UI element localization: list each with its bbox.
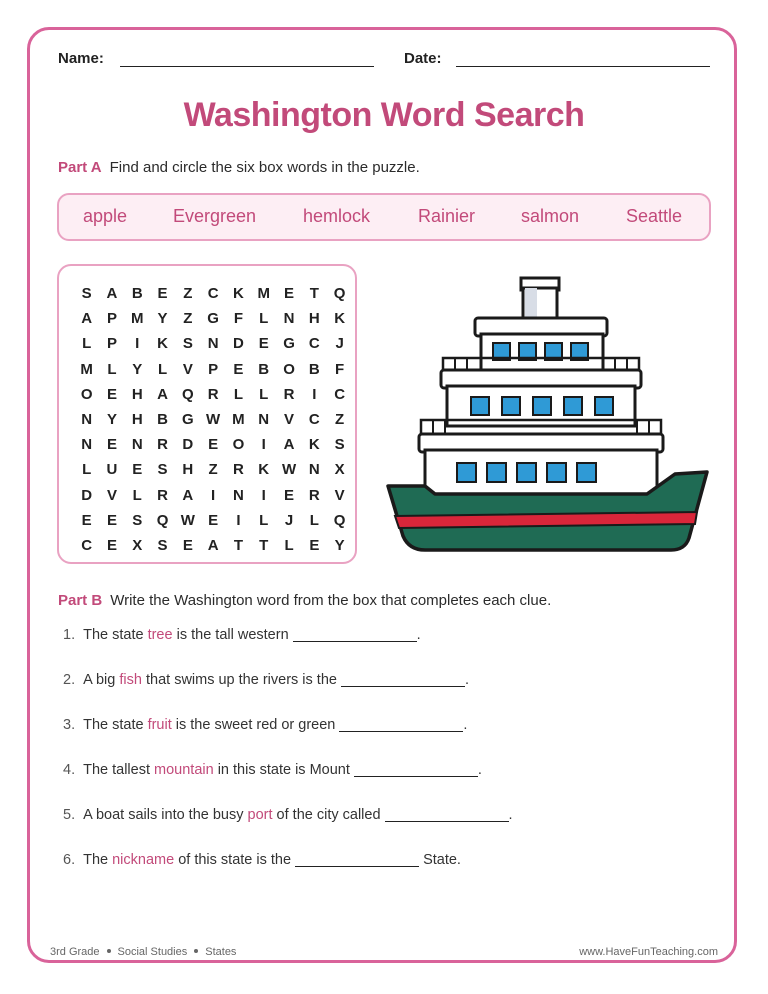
grid-letter[interactable]: E [208, 511, 219, 529]
grid-letter[interactable]: E [106, 536, 117, 554]
grid-letter[interactable]: M [257, 285, 270, 302]
grid-letter[interactable]: B [258, 360, 270, 378]
grid-letter[interactable]: O [80, 385, 93, 403]
grid-letter[interactable]: E [284, 486, 295, 504]
grid-letter[interactable]: X [132, 536, 143, 554]
grid-letter[interactable]: C [334, 385, 346, 403]
grid-letter[interactable]: Q [333, 285, 346, 302]
grid-letter[interactable]: C [308, 410, 320, 428]
page-title: Washington Word Search [183, 96, 585, 134]
grid-letter[interactable]: E [233, 360, 244, 378]
grid-letter[interactable]: H [131, 385, 143, 403]
clue-text-end: . [477, 762, 482, 778]
clue-number: 6. [63, 852, 76, 868]
clue-item [63, 627, 421, 643]
clue-number: 3. [63, 717, 76, 733]
grid-letter[interactable]: L [309, 511, 319, 529]
footer-site: www.HaveFunTeaching.com [579, 946, 718, 958]
part-a-heading [58, 159, 420, 176]
clue-text-after: is the tall western [172, 627, 289, 643]
ship-window [517, 463, 536, 482]
grid-letter[interactable]: X [334, 461, 345, 479]
answer-blank[interactable] [293, 627, 417, 642]
ship-window [457, 463, 476, 482]
grid-letter[interactable]: B [157, 410, 168, 428]
grid-letter[interactable]: E [284, 285, 295, 302]
clue-keyword: fish [119, 672, 142, 688]
grid-letter[interactable]: L [259, 385, 269, 403]
answer-blank[interactable] [341, 672, 465, 687]
ship-window [471, 397, 489, 415]
grid-letter[interactable]: T [259, 536, 269, 554]
footer-grade: 3rd Grade [50, 946, 100, 958]
footer-subject: Social Studies [117, 946, 188, 958]
grid-letter[interactable]: Z [183, 310, 193, 328]
grid-letter[interactable]: N [81, 436, 93, 454]
grid-letter[interactable]: C [207, 285, 219, 302]
grid-letter[interactable]: H [308, 310, 320, 328]
grid-letter[interactable]: A [283, 436, 295, 454]
grid-letter[interactable]: A [207, 536, 219, 554]
grid-letter[interactable]: G [182, 410, 194, 428]
grid-letter[interactable]: L [233, 385, 244, 403]
grid-letter[interactable]: M [80, 360, 93, 378]
grid-letter[interactable]: Y [157, 310, 168, 328]
grid-letter[interactable]: V [334, 486, 345, 504]
grid-letter[interactable]: P [106, 335, 117, 353]
grid-letter[interactable]: V [284, 410, 295, 428]
grid-letter[interactable]: Z [183, 285, 193, 302]
clue-text-end: . [508, 807, 513, 823]
grid-letter[interactable]: N [308, 461, 320, 479]
grid-letter[interactable]: Z [335, 410, 345, 428]
clue-item [63, 762, 482, 778]
grid-letter[interactable]: M [130, 310, 144, 328]
grid-letter[interactable]: O [283, 360, 295, 378]
grid-letter[interactable]: J [335, 335, 344, 353]
grid-letter[interactable]: E [208, 436, 219, 454]
grid-letter[interactable]: I [135, 335, 140, 353]
clue-keyword: mountain [154, 762, 214, 778]
clue-keyword: nickname [112, 852, 175, 868]
clue-text-after: in this state is Mount [213, 762, 350, 778]
clue-number: 1. [63, 627, 76, 643]
clue-text-end: State. [419, 852, 461, 868]
word-bank [57, 193, 711, 241]
clue-text-before: The tallest [83, 762, 155, 778]
ship-window [547, 463, 566, 482]
grid-letter[interactable]: Z [208, 461, 218, 479]
clue-text-after: of this state is the [174, 852, 292, 868]
clue-text-before: The [83, 852, 113, 868]
part-a-label: Part A [58, 159, 102, 176]
name-label: Name: [58, 50, 104, 67]
grid-letter[interactable]: F [233, 310, 244, 328]
ship-window [577, 463, 596, 482]
grid-letter[interactable]: N [258, 410, 270, 428]
grid-letter[interactable]: Y [132, 360, 143, 378]
footer-tags [50, 946, 236, 958]
grid-letter[interactable]: R [308, 486, 320, 504]
grid-letter[interactable]: F [335, 360, 345, 378]
grid-letter[interactable]: C [81, 536, 93, 554]
clue-text-after: is the sweet red or green [171, 717, 336, 733]
grid-row [74, 382, 352, 407]
clue-text-after: of the city called [272, 807, 381, 823]
grid-row [74, 281, 352, 306]
ship-window [502, 397, 520, 415]
grid-letter[interactable]: M [232, 410, 245, 428]
grid-letter[interactable]: Y [106, 410, 117, 428]
grid-letter[interactable]: N [283, 310, 295, 328]
grid-row [74, 483, 352, 508]
grid-letter[interactable]: V [106, 486, 117, 504]
clue-keyword: tree [147, 627, 173, 643]
answer-blank[interactable] [385, 807, 509, 822]
grid-letter[interactable]: Q [182, 385, 194, 403]
grid-letter[interactable]: N [131, 436, 143, 454]
grid-letter[interactable]: S [157, 536, 168, 554]
footer-topic: States [205, 946, 237, 958]
clue-number: 5. [63, 807, 76, 823]
grid-letter[interactable]: L [107, 360, 117, 378]
grid-row [74, 407, 352, 432]
grid-letter[interactable]: E [258, 335, 269, 353]
answer-blank[interactable] [339, 717, 463, 732]
clue-text-end: . [464, 672, 469, 688]
clue-text-before: A big [83, 672, 120, 688]
grid-letter[interactable]: L [82, 461, 92, 479]
grid-letter[interactable]: R [207, 385, 219, 403]
ship-window [533, 397, 551, 415]
grid-letter[interactable]: H [182, 461, 194, 479]
grid-letter[interactable]: S [132, 511, 143, 529]
grid-letter[interactable]: K [258, 461, 270, 479]
grid-letter[interactable]: K [308, 436, 320, 454]
grid-letter[interactable]: R [157, 486, 168, 504]
grid-letter[interactable]: A [157, 385, 168, 403]
grid-letter[interactable]: Q [333, 511, 346, 529]
grid-letter[interactable]: I [261, 436, 266, 454]
name-field[interactable] [120, 66, 374, 67]
grid-letter[interactable]: Y [334, 536, 345, 554]
part-b-label: Part B [58, 592, 103, 609]
word-bank-item: Evergreen [173, 206, 257, 226]
grid-letter[interactable]: W [180, 511, 195, 529]
grid-letter[interactable]: G [283, 335, 295, 353]
grid-letter[interactable]: E [106, 385, 117, 403]
grid-letter[interactable]: K [334, 310, 346, 328]
grid-letter[interactable]: K [233, 285, 244, 302]
grid-letter[interactable]: L [82, 335, 92, 353]
ship-window [487, 463, 506, 482]
grid-letter[interactable]: E [132, 461, 143, 479]
clue-number: 2. [63, 672, 76, 688]
clue-item [63, 717, 467, 733]
grid-letter[interactable]: I [211, 486, 216, 504]
grid-letter[interactable]: P [106, 310, 117, 328]
grid-row [74, 357, 352, 382]
clue-item [63, 807, 513, 823]
grid-letter[interactable]: T [233, 536, 244, 554]
grid-letter[interactable]: D [81, 486, 93, 504]
grid-letter[interactable]: U [106, 461, 118, 479]
part-b-heading [58, 592, 551, 609]
clue-text-end: . [463, 717, 468, 733]
grid-letter[interactable]: A [182, 486, 194, 504]
grid-letter[interactable]: L [284, 536, 294, 554]
grid-letter[interactable]: J [284, 511, 294, 529]
clue-item [63, 672, 469, 688]
grid-letter[interactable]: B [131, 285, 143, 302]
grid-letter[interactable]: I [261, 486, 266, 504]
grid-row [74, 533, 352, 558]
ship-window [564, 397, 582, 415]
grid-letter[interactable]: L [259, 310, 269, 328]
grid-letter[interactable]: P [208, 360, 219, 378]
ship-illustration [385, 276, 711, 556]
date-field[interactable] [456, 66, 710, 67]
grid-row [74, 432, 352, 457]
word-bank-item: Rainier [418, 206, 476, 226]
grid-letter[interactable]: R [283, 385, 295, 403]
word-search-puzzle [57, 264, 357, 564]
grid-letter[interactable]: S [182, 335, 193, 353]
grid-letter[interactable]: W [281, 461, 297, 479]
grid-letter[interactable]: I [312, 385, 317, 403]
ship-stack-shade [525, 288, 537, 318]
clue-keyword: fruit [147, 717, 172, 733]
clue-text-before: The state [83, 627, 148, 643]
grid-letter[interactable]: K [157, 335, 168, 353]
word-bank-item: Seattle [626, 206, 683, 226]
grid-letter[interactable]: A [81, 310, 93, 328]
grid-letter[interactable]: L [132, 486, 142, 504]
grid-letter[interactable]: E [182, 536, 193, 554]
grid-letter[interactable]: O [232, 436, 245, 454]
grid-letter[interactable]: I [236, 511, 241, 529]
grid-row [74, 508, 352, 533]
clue-text-end: . [416, 627, 421, 643]
grid-letter[interactable]: C [308, 335, 320, 353]
grid-letter[interactable]: A [106, 285, 118, 302]
part-a-instruction: Find and circle the six box words in the puzzle. [109, 159, 420, 176]
grid-letter[interactable]: S [157, 461, 168, 479]
answer-blank[interactable] [295, 852, 419, 867]
grid-letter[interactable]: E [106, 436, 117, 454]
letter-grid [74, 281, 352, 558]
grid-row [74, 306, 352, 331]
grid-letter[interactable]: E [309, 536, 320, 554]
word-bank-item: hemlock [303, 206, 371, 226]
grid-letter[interactable]: D [233, 335, 244, 353]
clue-text-before: The state [83, 717, 148, 733]
answer-blank[interactable] [354, 762, 478, 777]
grid-letter[interactable]: R [233, 461, 244, 479]
grid-letter[interactable]: S [81, 285, 92, 302]
grid-letter[interactable]: E [81, 511, 92, 529]
clue-item [63, 852, 461, 868]
grid-letter[interactable]: Q [156, 511, 169, 529]
clue-number: 4. [63, 762, 76, 778]
grid-row [74, 457, 352, 482]
grid-letter[interactable]: E [157, 285, 168, 302]
grid-letter[interactable]: R [157, 436, 168, 454]
grid-letter[interactable]: N [233, 486, 244, 504]
clue-keyword: port [247, 807, 273, 823]
word-bank-item: salmon [521, 206, 580, 226]
grid-letter[interactable]: N [81, 410, 93, 428]
ship-window [595, 397, 613, 415]
grid-letter[interactable]: G [207, 310, 219, 328]
grid-letter[interactable]: N [207, 335, 219, 353]
date-label: Date: [404, 50, 442, 67]
grid-letter[interactable]: S [334, 436, 345, 454]
clue-text-before: A boat sails into the busy [83, 807, 248, 823]
grid-letter[interactable]: L [157, 360, 168, 378]
grid-letter[interactable]: W [206, 410, 221, 428]
grid-letter[interactable]: H [131, 410, 143, 428]
grid-letter[interactable]: V [182, 360, 193, 378]
part-b-instruction: Write the Washington word from the box that completes each clue. [110, 592, 552, 609]
grid-letter[interactable]: L [259, 511, 269, 529]
grid-letter[interactable]: E [106, 511, 117, 529]
clue-text-after: that swims up the rivers is the [141, 672, 337, 688]
grid-letter[interactable]: T [309, 285, 319, 302]
grid-row [74, 331, 352, 356]
grid-letter[interactable]: D [182, 436, 194, 454]
grid-letter[interactable]: B [308, 360, 320, 378]
word-bank-item: apple [83, 206, 128, 226]
